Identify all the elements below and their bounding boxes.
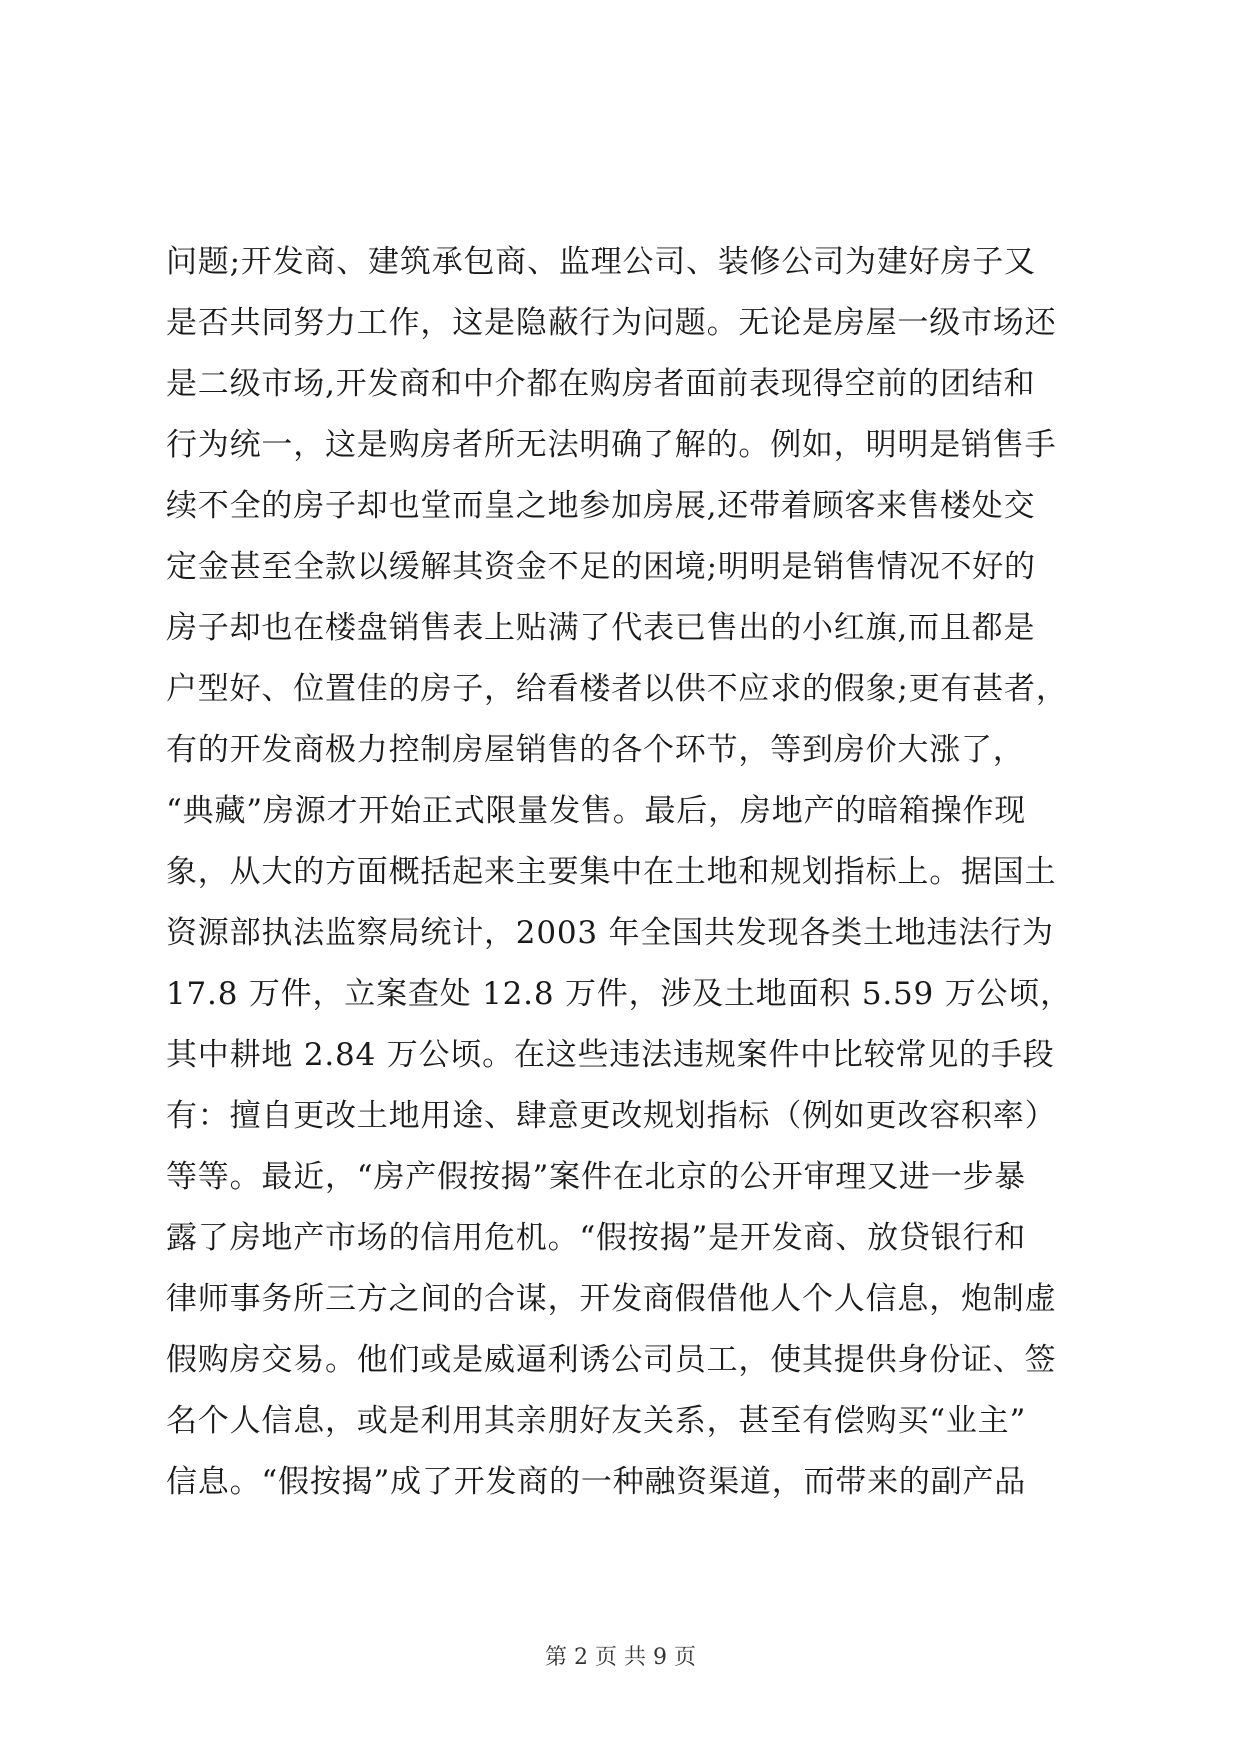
text-line: 露了房地产市场的信用危机。“假按揭”是开发商、放贷银行和	[166, 1220, 1027, 1256]
text-line: 律师事务所三方之间的合谋，开发商假借他人个人信息，炮制虚	[166, 1281, 1057, 1317]
text-line: 是否共同努力工作，这是隐蔽行为问题。无论是房屋一级市场还	[166, 305, 1057, 341]
text-line: 定金甚至全款以缓解其资金不足的困境;明明是销售情况不好的	[166, 549, 1036, 585]
body-text	[166, 232, 1086, 1513]
text-line: 有：擅自更改土地用途、肆意更改规划指标（例如更改容积率）	[166, 1098, 1057, 1134]
text-line: 有的开发商极力控制房屋销售的各个环节，等到房价大涨了，	[166, 732, 1025, 768]
text-line: 资源部执法监察局统计，2003 年全国共发现各类土地违法行为	[166, 915, 1054, 951]
text-line: 名个人信息，或是利用其亲朋好友关系，甚至有偿购买“业主”	[166, 1403, 1027, 1439]
text-line: “典藏”房源才开始正式限量发售。最后，房地产的暗箱操作现	[166, 793, 1027, 829]
page-number-footer: 第 2 页 共 9 页	[545, 1645, 696, 1670]
text-line: 户型好、位置佳的房子，给看楼者以供不应求的假象;更有甚者，	[166, 671, 1068, 707]
text-line: 问题;开发商、建筑承包商、监理公司、装修公司为建好房子又	[166, 244, 1036, 280]
text-line: 象，从大的方面概括起来主要集中在土地和规划指标上。据国土	[166, 854, 1057, 890]
text-line: 假购房交易。他们或是威逼利诱公司员工，使其提供身份证、签	[166, 1342, 1057, 1378]
text-line: 房子却也在楼盘销售表上贴满了代表已售出的小红旗,而且都是	[166, 610, 1036, 646]
text-line: 续不全的房子却也堂而皇之地参加房展,还带着顾客来售楼处交	[166, 488, 1036, 524]
text-line: 等等。最近，“房产假按揭”案件在北京的公开审理又进一步暴	[166, 1159, 1027, 1195]
text-line: 是二级市场,开发商和中介都在购房者面前表现得空前的团结和	[166, 366, 1036, 402]
text-line: 其中耕地 2.84 万公顷。在这些违法违规案件中比较常见的手段	[166, 1037, 1055, 1073]
text-line: 信息。“假按揭”成了开发商的一种融资渠道，而带来的副产品	[166, 1464, 1027, 1500]
text-line: 17.8 万件，立案查处 12.8 万件，涉及土地面积 5.59 万公顷，	[166, 976, 1072, 1012]
text-line: 行为统一，这是购房者所无法明确了解的。例如，明明是销售手	[166, 427, 1057, 463]
